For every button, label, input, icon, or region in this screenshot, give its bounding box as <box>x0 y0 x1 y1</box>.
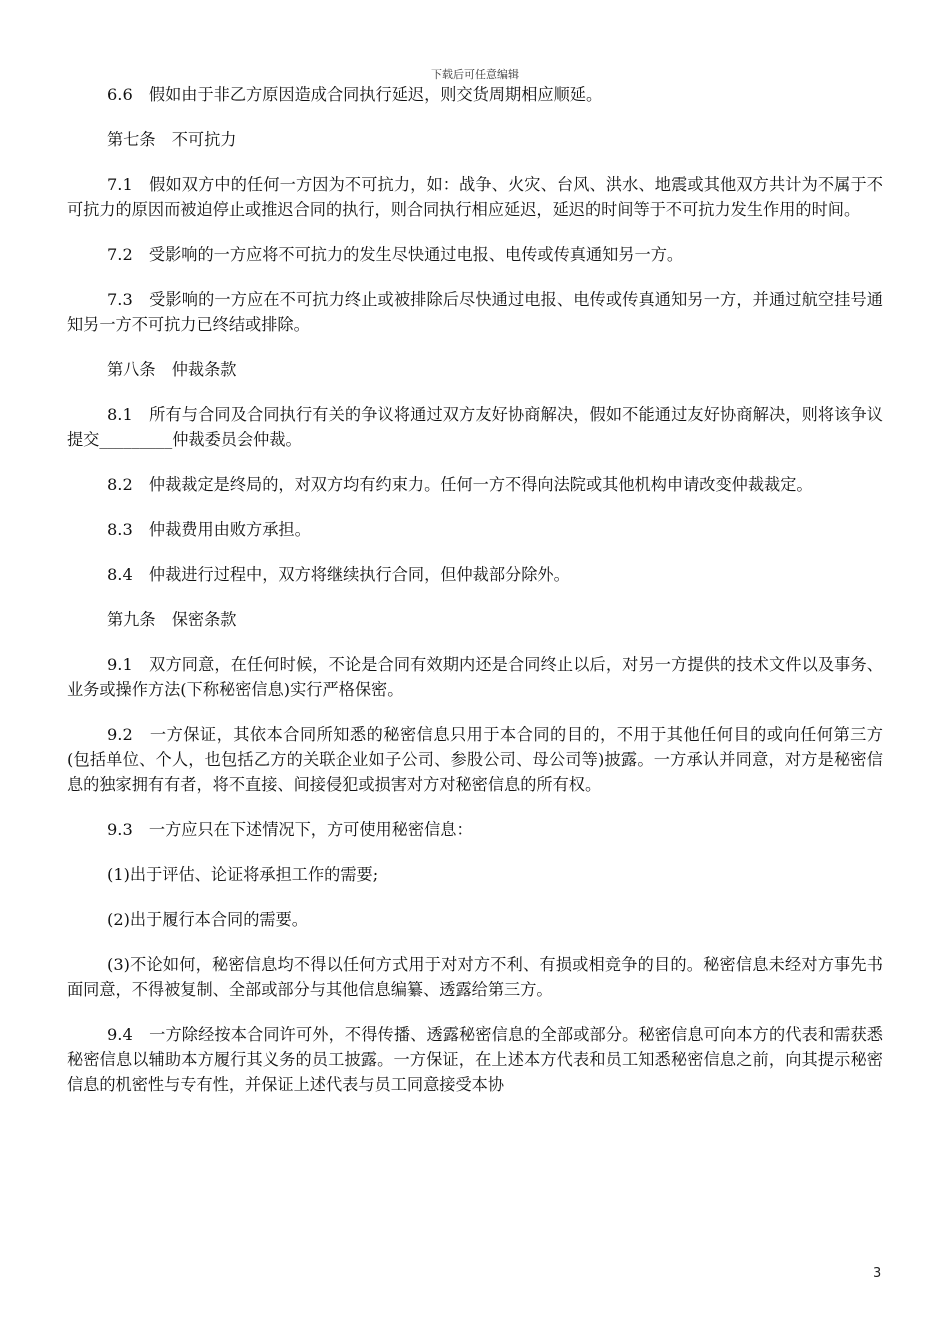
clause-9-3: 9.3 一方应只在下述情况下，方可使用秘密信息： <box>107 820 473 839</box>
article-7-heading: 第七条 不可抗力 <box>107 130 237 149</box>
page-header-note: 下载后可任意编辑 <box>431 68 519 81</box>
clause-7-1: 7.1 假如双方中的任何一方因为不可抗力，如：战争、火灾、台风、洪水、地震或其他双方共计为不属于不可抗力的原因而被迫停止或推迟合同的执行，则合同执行相应延迟，延迟的时间等于不可抗力发生作用的时间。 <box>67 175 883 219</box>
clause-8-4: 8.4 仲裁进行过程中，双方将继续执行合同，但仲裁部分除外。 <box>107 565 570 584</box>
clause-7-3: 7.3 受影响的一方应在不可抗力终止或被排除后尽快通过电报、电传或传真通知另一方，并通过航空挂号通知另一方不可抗力已终结或排除。 <box>67 290 883 334</box>
document-body <box>67 82 883 1117</box>
clause-9-4: 9.4 一方除经按本合同许可外，不得传播、透露秘密信息的全部或部分。秘密信息可向本方的代表和需获悉秘密信息以辅助本方履行其义务的员工披露。一方保证，在上述本方代表和员工知悉秘密信息之前，向其提示秘密信息的机密性与专有性，并保证上述代表与员工同意接受本协 <box>67 1025 883 1094</box>
article-9-heading: 第九条 保密条款 <box>107 610 237 629</box>
article-8-heading: 第八条 仲裁条款 <box>107 360 237 379</box>
clause-8-2: 8.2 仲裁裁定是终局的，对双方均有约束力。任何一方不得向法院或其他机构申请改变仲裁裁定。 <box>107 475 813 494</box>
clause-9-1: 9.1 双方同意，在任何时候，不论是合同有效期内还是合同终止以后，对另一方提供的技术文件以及事务、业务或操作方法(下称秘密信息)实行严格保密。 <box>67 655 883 699</box>
clause-7-2: 7.2 受影响的一方应将不可抗力的发生尽快通过电报、电传或传真通知另一方。 <box>107 245 684 264</box>
clause-8-3: 8.3 仲裁费用由败方承担。 <box>107 520 311 539</box>
clause-9-3-item-1: (1)出于评估、论证将承担工作的需要; <box>107 865 379 884</box>
clause-9-3-item-2: (2)出于履行本合同的需要。 <box>107 910 308 929</box>
clause-6-6: 6.6 假如由于非乙方原因造成合同执行延迟，则交货周期相应顺延。 <box>107 85 603 104</box>
clause-8-1: 8.1 所有与合同及合同执行有关的争议将通过双方友好协商解决，假如不能通过友好协商解决，则将该争议提交_________仲裁委员会仲裁。 <box>67 405 883 449</box>
clause-9-2: 9.2 一方保证，其依本合同所知悉的秘密信息只用于本合同的目的，不用于其他任何目的或向任何第三方(包括单位、个人，也包括乙方的关联企业如子公司、参股公司、母公司等)披露。一方承认并同意，对方是秘密信息的独家拥有有者，将不直接、间接侵犯或损害对方对秘密信息的所有权。 <box>67 725 883 794</box>
page-number: 3 <box>873 1266 882 1281</box>
clause-9-3-item-3: (3)不论如何，秘密信息均不得以任何方式用于对对方不利、有损或相竞争的目的。秘密信息未经对方事先书面同意，不得被复制、全部或部分与其他信息编纂、透露给第三方。 <box>67 955 883 999</box>
